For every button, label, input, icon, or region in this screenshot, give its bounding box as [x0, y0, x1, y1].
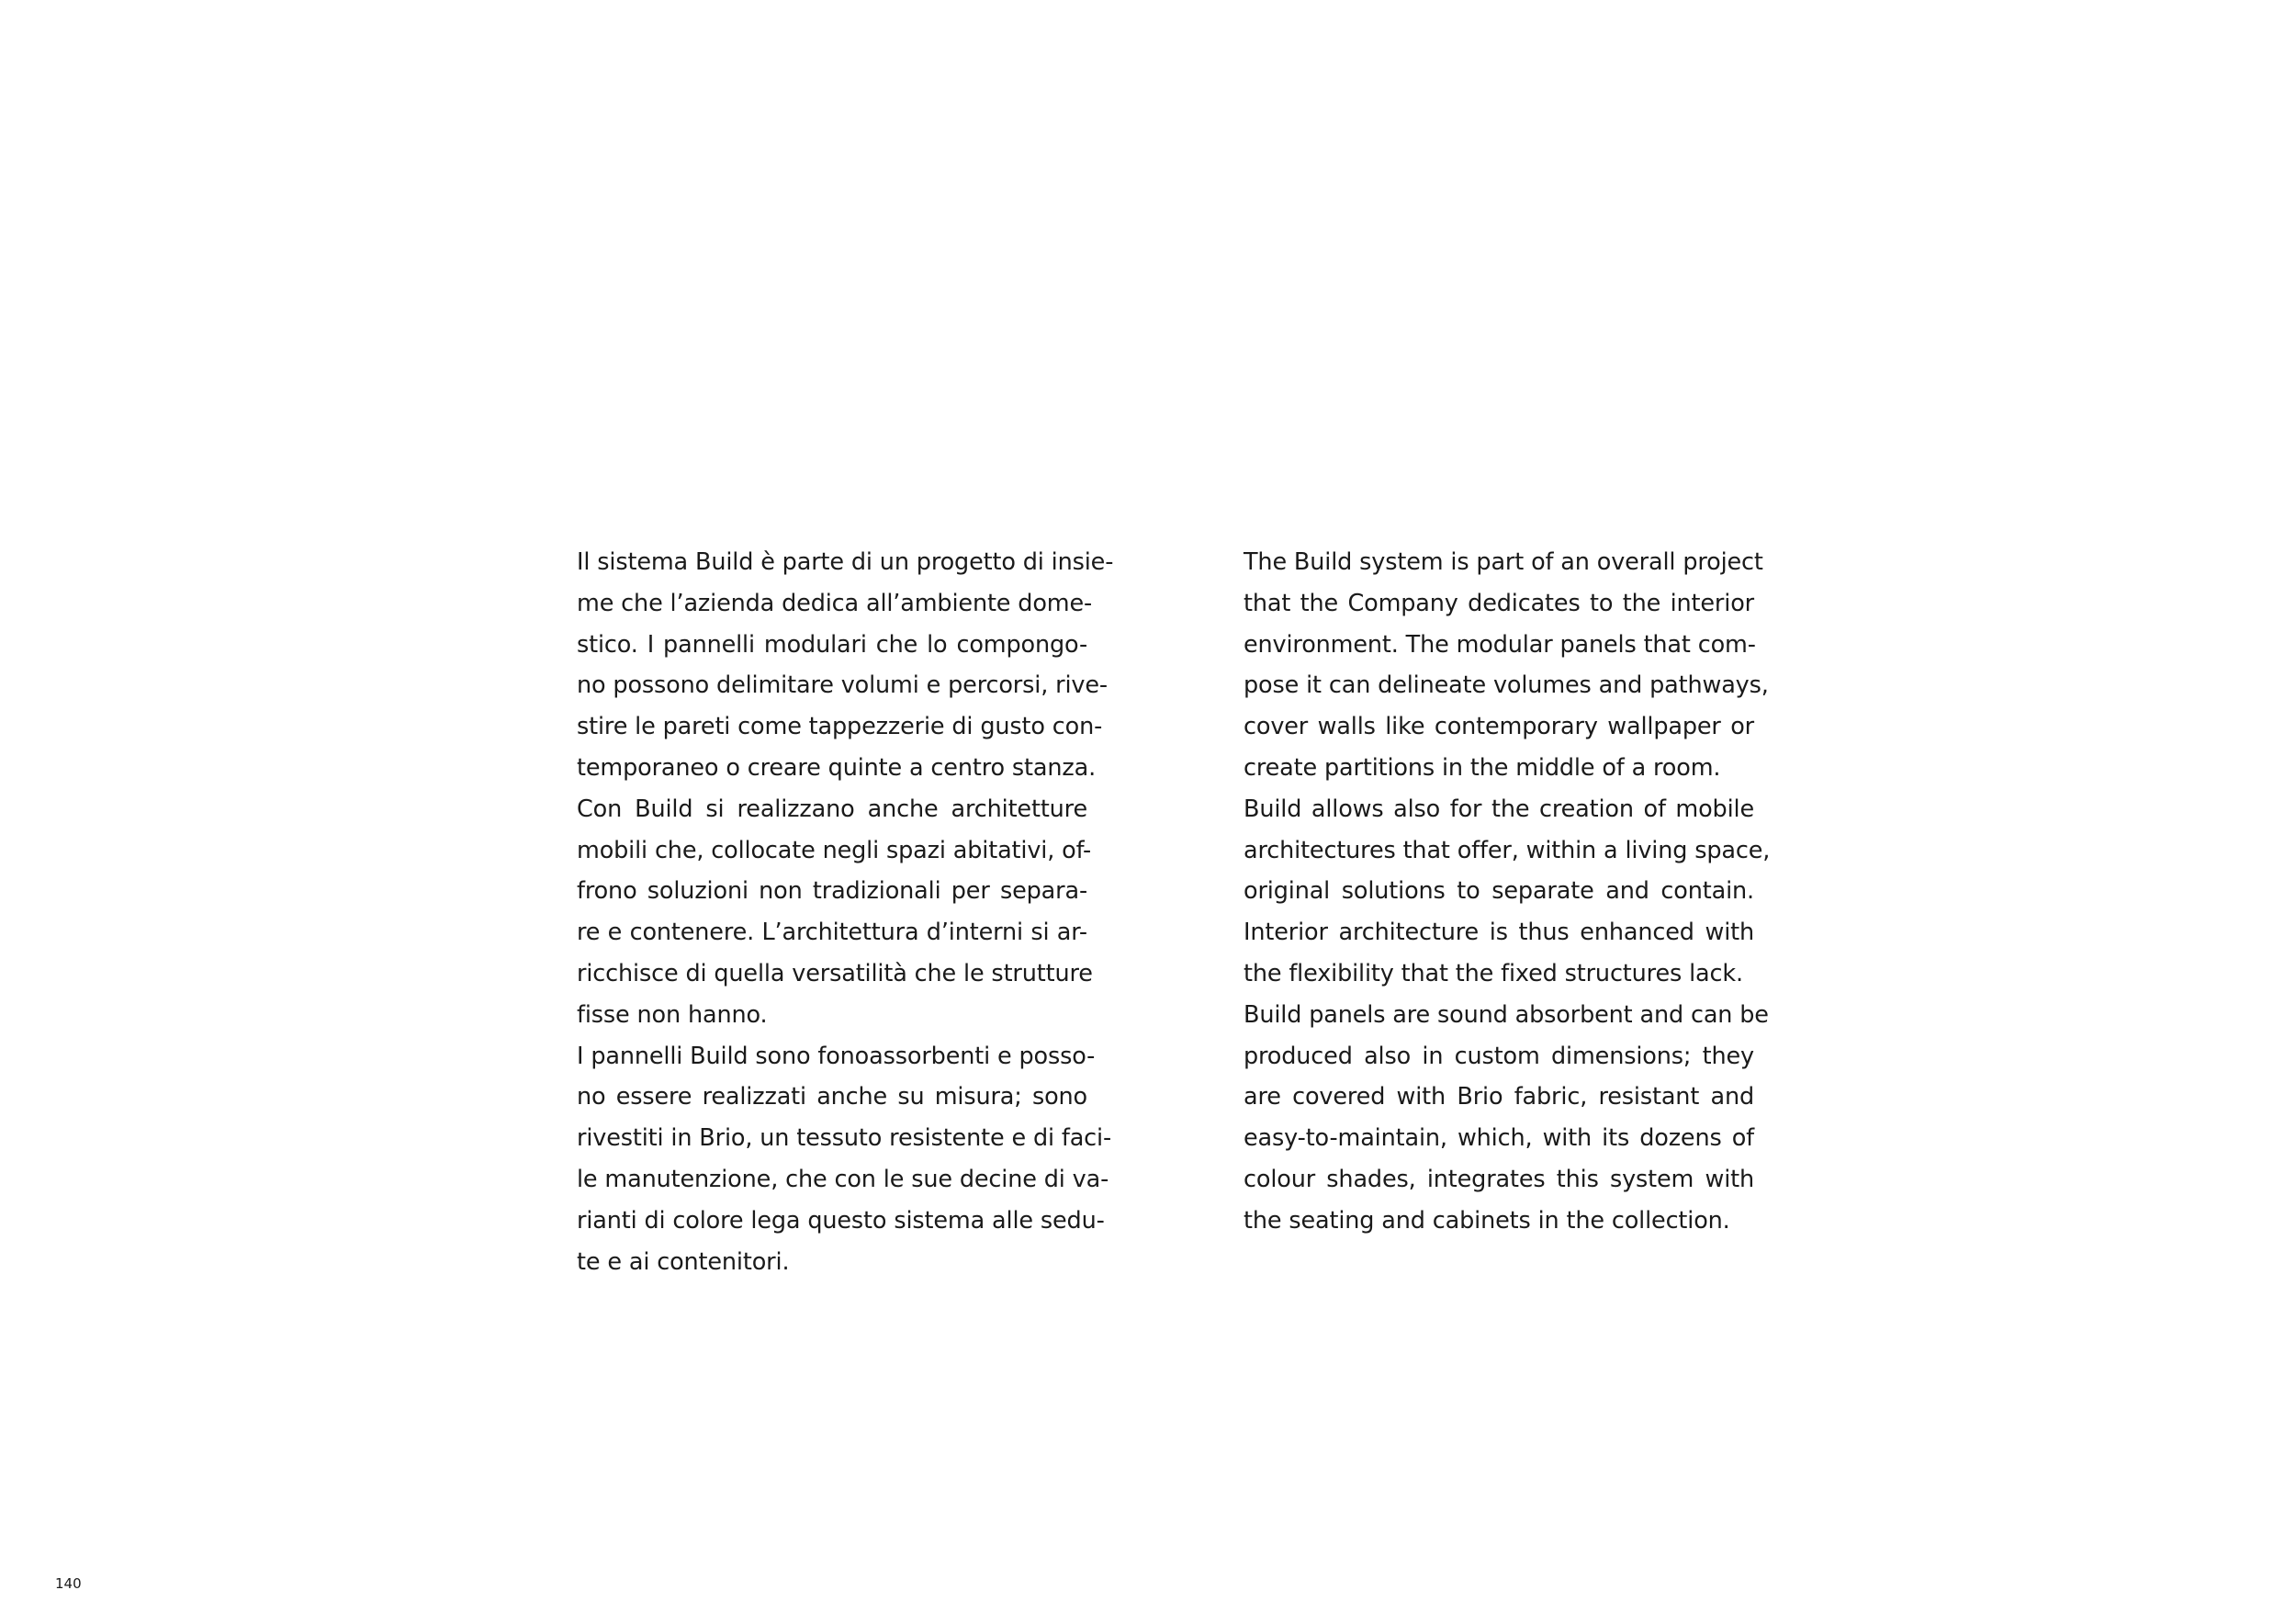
text-line: Il sistema Build è parte di un progetto di insie- — [577, 548, 1114, 576]
italian-text-column — [577, 542, 1114, 1282]
text-line: create partitions in the middle of a room. — [1244, 753, 1721, 782]
text-line: easy-to-maintain, which, with its dozens of — [1244, 1124, 1754, 1153]
page-number: 140 — [55, 1575, 82, 1592]
text-line: me che l’azienda dedica all’ambiente dome- — [577, 589, 1093, 617]
text-line: ricchisce di quella versatilità che le strutture — [577, 959, 1093, 987]
text-line: I pannelli Build sono fonoassorbenti e posso- — [577, 1042, 1096, 1070]
text-line: mobili che, collocate negli spazi abitativi, of- — [577, 836, 1092, 864]
text-line: Build allows also for the creation of mobile — [1244, 795, 1754, 823]
text-line: the flexibility that the fixed structures lack. — [1244, 959, 1743, 987]
text-line: no essere realizzati anche su misura; sono — [577, 1083, 1087, 1111]
text-line: Con Build si realizzano anche architetture — [577, 795, 1087, 823]
text-line: le manutenzione, che con le sue decine di va- — [577, 1165, 1109, 1193]
text-line: rivestiti in Brio, un tessuto resistente e di faci- — [577, 1124, 1112, 1153]
text-line: te e ai contenitori. — [577, 1247, 790, 1276]
text-line: fisse non hanno. — [577, 1000, 768, 1029]
text-line: temporaneo o creare quinte a centro stanza. — [577, 753, 1097, 782]
text-line: architectures that offer, within a living space, — [1244, 836, 1771, 864]
text-line: the seating and cabinets in the collection. — [1244, 1206, 1730, 1235]
text-line: stico. I pannelli modulari che lo compongo- — [577, 630, 1087, 659]
text-line: original solutions to separate and contain. — [1244, 877, 1754, 906]
text-line: frono soluzioni non tradizionali per separa- — [577, 877, 1087, 906]
text-line: Interior architecture is thus enhanced with — [1244, 919, 1754, 947]
text-line: are covered with Brio fabric, resistant and — [1244, 1083, 1754, 1111]
text-line: rianti di colore lega questo sistema alle sedu- — [577, 1206, 1105, 1235]
text-line: re e contenere. L’architettura d’interni si ar- — [577, 919, 1087, 947]
text-line: The Build system is part of an overall project — [1244, 548, 1763, 576]
text-line: no possono delimitare volumi e percorsi, rive- — [577, 671, 1108, 700]
text-line: colour shades, integrates this system with — [1244, 1165, 1754, 1193]
text-line: stire le pareti come tappezzerie di gusto con- — [577, 713, 1103, 741]
text-line: produced also in custom dimensions; they — [1244, 1042, 1754, 1070]
text-line: that the Company dedicates to the interior — [1244, 589, 1754, 617]
text-line: cover walls like contemporary wallpaper or — [1244, 713, 1754, 741]
text-line: environment. The modular panels that com- — [1244, 630, 1756, 659]
text-line: Build panels are sound absorbent and can be — [1244, 1000, 1769, 1029]
text-line: pose it can delineate volumes and pathways, — [1244, 671, 1769, 700]
english-text-column — [1244, 542, 1771, 1242]
